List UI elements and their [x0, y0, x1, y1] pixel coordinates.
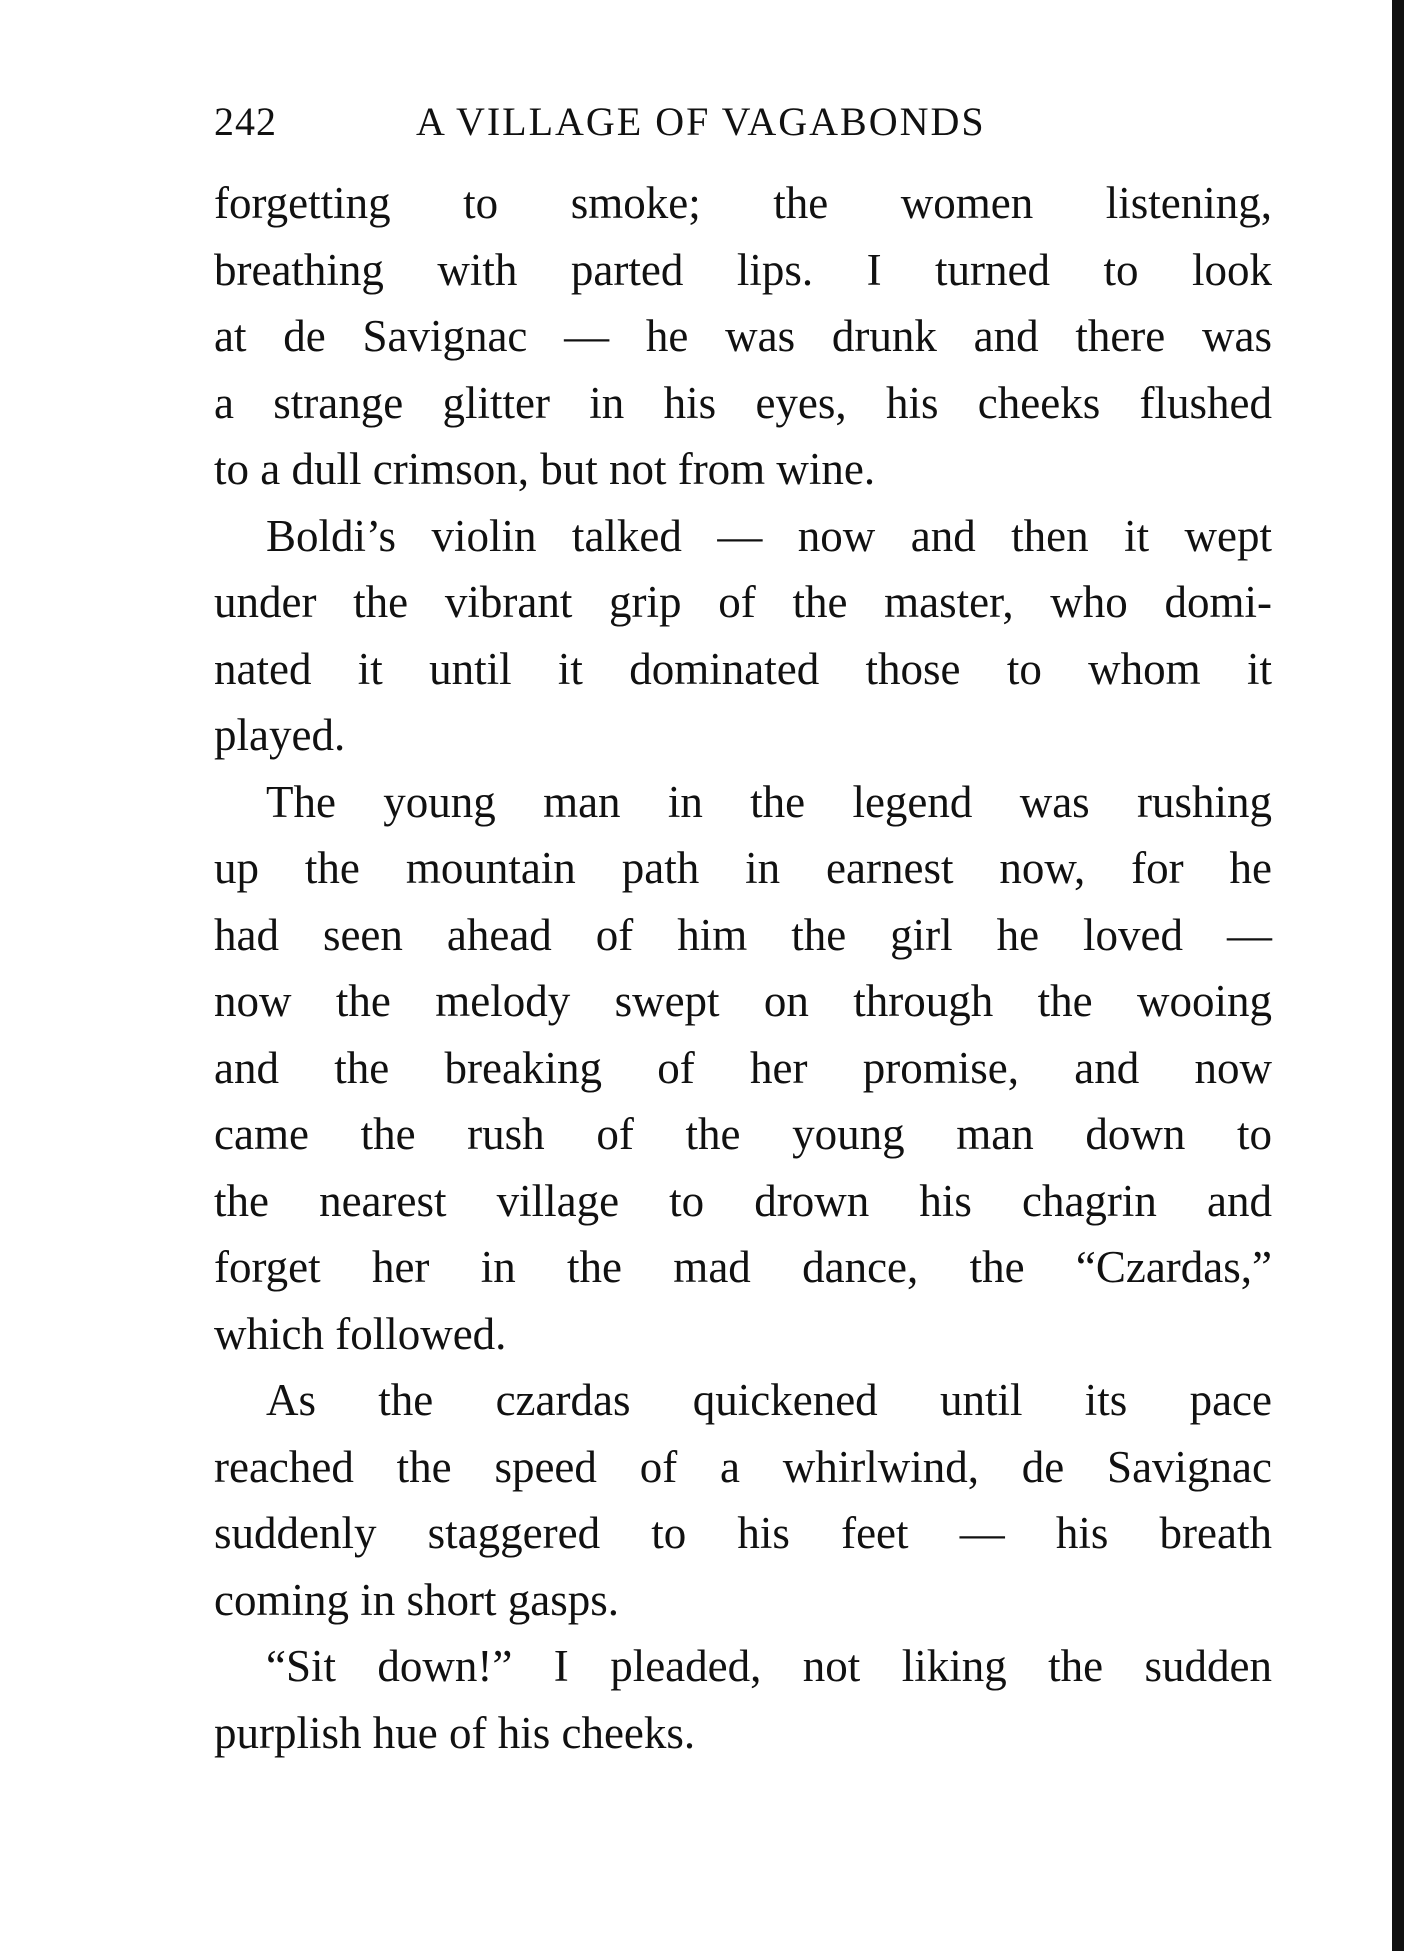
text-line: coming in short gasps.: [214, 1574, 619, 1625]
text-line: at de Savignac — he was drunk and there was: [214, 311, 1272, 361]
text-line: to a dull crimson, but not from wine.: [214, 444, 876, 494]
text-line: forget her in the mad dance, the “Czardas,”: [214, 1242, 1272, 1292]
page-edge-border: [1392, 0, 1404, 1951]
text-line: breathing with parted lips. I turned to look: [214, 244, 1272, 295]
text-line: purplish hue of his cheeks.: [214, 1707, 696, 1758]
text-line: nated it until it dominated those to whom it: [214, 643, 1272, 694]
text-line: played.: [214, 710, 346, 760]
text-line: “Sit down!” I pleaded, not liking the sudden: [266, 1641, 1272, 1691]
text-line: now the melody swept on through the wooing: [214, 976, 1272, 1026]
text-line: forgetting to smoke; the women listening,: [214, 178, 1272, 228]
text-line: and the breaking of her promise, and now: [214, 1042, 1272, 1093]
text-line: had seen ahead of him the girl he loved —: [214, 909, 1272, 960]
text-line: As the czardas quickened until its pace: [266, 1375, 1272, 1425]
text-line: up the mountain path in earnest now, for he: [214, 843, 1272, 893]
text-line: came the rush of the young man down to: [214, 1109, 1272, 1159]
body-text: [214, 170, 1272, 1766]
text-line: The young man in the legend was rushing: [266, 776, 1272, 827]
text-line: reached the speed of a whirlwind, de Savignac: [214, 1441, 1272, 1492]
text-line: a strange glitter in his eyes, his cheeks flushed: [214, 377, 1272, 428]
text-line: suddenly staggered to his feet — his breath: [214, 1508, 1272, 1558]
book-title: A VILLAGE OF VAGABONDS: [416, 99, 986, 144]
page-number: 242: [214, 99, 277, 144]
running-header: [214, 98, 1274, 148]
text-line: under the vibrant grip of the master, who domi-: [214, 577, 1272, 627]
text-line: the nearest village to drown his chagrin and: [214, 1175, 1272, 1226]
text-line: which followed.: [214, 1308, 507, 1359]
text-line: Boldi’s violin talked — now and then it wept: [266, 510, 1272, 561]
